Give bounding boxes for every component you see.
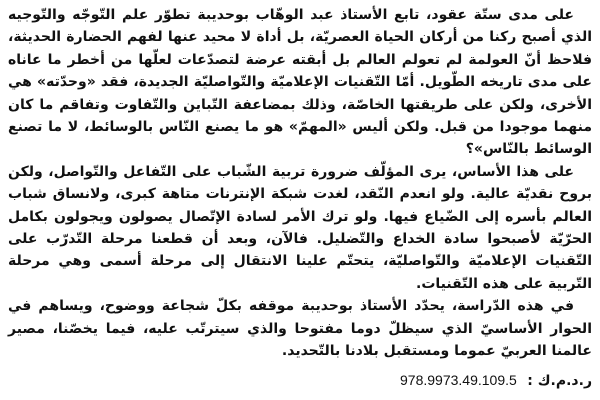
blurb-text bbox=[8, 4, 592, 363]
blurb-paragraph-3: في هذه الدّراسة، يحدّد الأستاذ بوحديبة موقفه بكلّ شجاعة ووضوح، ويساهم في الحوار الأساسيّ الذي سيظلّ دوما مفتوحا والذي سيترتّب عليه، فيما يخصّنا، مصير عالمنا العربيّ عموما ومستقبل بلادنا بالتّحديد. bbox=[8, 298, 592, 360]
isbn-number: 978.9973.49.109.5 bbox=[400, 372, 517, 388]
isbn-line bbox=[8, 370, 592, 391]
blurb-paragraph-2: على هذا الأساس، يرى المؤلّف ضرورة تربية الشّباب على التّفاعل والتّواصل، ولكن بروح نقديّة عالية. ولو انعدم النّقد، لغدت شبكة الإنترنات متاهة كبرى، ولانساق شباب العالم بأسره إلى الضّياع فيها. ولو ترك الأمر لسادة الإتّصال يصولون ويجولون بكامل الحرّيّة لأصبحوا سادة الخداع والتّضليل. فالآن، وبعد أن قطعنا مرحلة التّدرّب على التّقنيات الإعلاميّة والتّواصليّة، يتحتّم علينا الانتقال إلى مرحلة أسمى وهي مرحلة التّربية على هذه التّقنيات. bbox=[8, 163, 592, 292]
blurb-paragraph-1: على مدى ستّة عقود، تابع الأستاذ عبد الوهّاب بوحديبة تطوّر علم التّوجّه والتّوجيه الذي أصبح ركنا من أركان الحياة العصريّة، بل أداة لا محيد عنها لفهم الحضارة الحديثة، فلاحظ أنّ العولمة لم تعولم العالم بل أبقته عرضة لتصدّعات لعلّها من أخطر ما عاناه على مدى تاريخه الطّويل. أمّا التّقنيات الإعلاميّة والتّواصليّة الجديدة، فقد «وحدّته» هي الأخرى، ولكن على طريقتها الخاصّة، وذلك بمضاعفة التّباين والتّفاوت وتفاقم ما كان منهما موجودا من قبل. ولكن أليس «المهمّ» هو ما يصنع النّاس بالوسائط، لا ما تصنع الوسائط بالنّاس»؟ bbox=[8, 7, 592, 158]
isbn-label: ر.د.م.ك : bbox=[527, 373, 592, 389]
